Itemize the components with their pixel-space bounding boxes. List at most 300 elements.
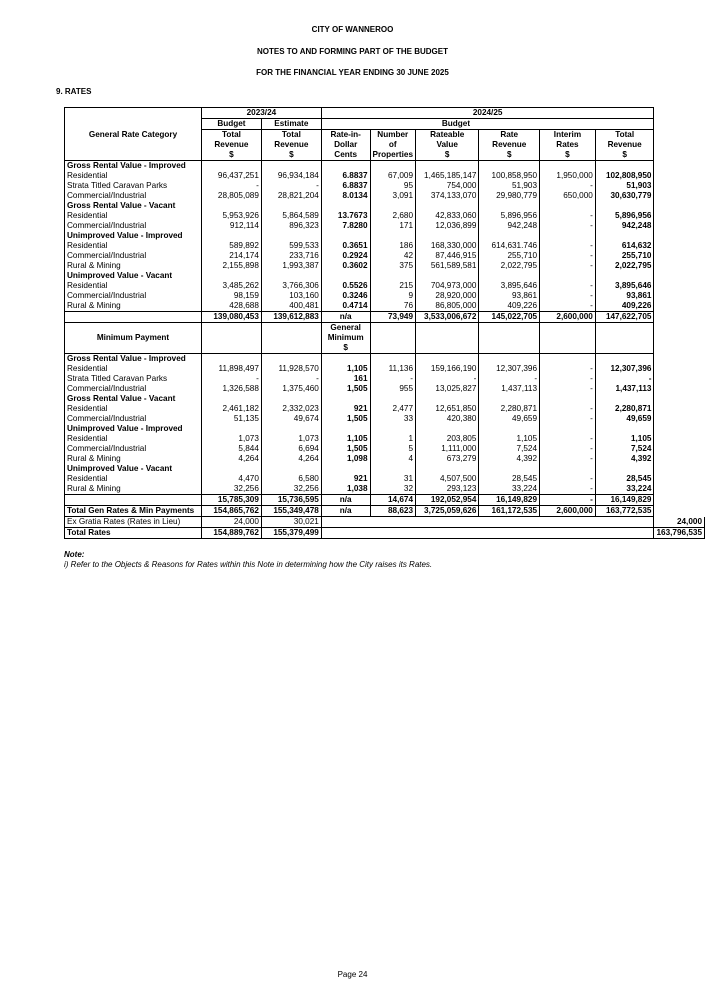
- table-row: [65, 221, 705, 231]
- category-label: Strata Titled Caravan Parks: [65, 181, 202, 191]
- value-cell: 13.7673: [321, 211, 370, 221]
- total-cell: 16,149,829: [479, 495, 540, 506]
- value-cell: 6,694: [261, 444, 321, 454]
- value-cell: 93,861: [595, 291, 654, 301]
- document-title: CITY OF WANNEROO: [311, 25, 394, 34]
- value-cell: 11,898,497: [201, 364, 261, 374]
- table-cell: [595, 394, 654, 404]
- value-cell: 9: [370, 291, 416, 301]
- value-cell: 233,716: [261, 251, 321, 261]
- table-cell: [540, 424, 596, 434]
- group-heading-row: [65, 464, 705, 474]
- value-cell: 12,651,850: [416, 404, 479, 414]
- table-cell: [595, 343, 654, 354]
- value-cell: 186: [370, 241, 416, 251]
- header-type-row: [65, 119, 705, 130]
- table-cell: [321, 424, 370, 434]
- total-cell: n/a: [321, 495, 370, 506]
- column-header: Rateable: [416, 130, 479, 141]
- value-cell: 7,524: [479, 444, 540, 454]
- group-heading-row: [65, 161, 705, 172]
- value-cell: 93,861: [479, 291, 540, 301]
- total-cell: 192,052,954: [416, 495, 479, 506]
- column-header: Revenue: [201, 140, 261, 150]
- value-cell: 49,674: [261, 414, 321, 424]
- category-group-heading: Unimproved Value - Vacant: [65, 464, 202, 474]
- value-cell: 896,323: [261, 221, 321, 231]
- table-cell: [321, 394, 370, 404]
- value-cell: 614,631.746: [479, 241, 540, 251]
- table-cell: [479, 464, 540, 474]
- value-cell: 8.0134: [321, 191, 370, 201]
- value-cell: 42: [370, 251, 416, 261]
- column-header: Dollar: [321, 140, 370, 150]
- value-cell: 5,864,589: [261, 211, 321, 221]
- column-header: of: [370, 140, 416, 150]
- category-label: Residential: [65, 281, 202, 291]
- total-cell: 16,149,829: [595, 495, 654, 506]
- value-cell: -: [540, 241, 596, 251]
- table-cell: [540, 394, 596, 404]
- value-cell: 49,659: [479, 414, 540, 424]
- value-cell: 33,224: [479, 484, 540, 495]
- header-cols-row: [65, 130, 705, 141]
- value-cell: -: [540, 211, 596, 221]
- table-cell: [540, 201, 596, 211]
- total-cell: 154,889,762: [201, 528, 261, 539]
- value-cell: 2,461,182: [201, 404, 261, 414]
- value-cell: 100,858,950: [479, 171, 540, 181]
- table-cell: [595, 424, 654, 434]
- section-heading: 9. RATES: [56, 87, 92, 96]
- general-rates-total-row: [65, 312, 705, 323]
- value-cell: 255,710: [479, 251, 540, 261]
- table-cell: [479, 271, 540, 281]
- value-cell: 12,036,899: [416, 221, 479, 231]
- rates-table-body: [65, 108, 705, 539]
- value-cell: -: [261, 374, 321, 384]
- category-group-heading: Unimproved Value - Improved: [65, 231, 202, 241]
- table-cell: [370, 231, 416, 241]
- value-cell: 5,844: [201, 444, 261, 454]
- general-minimum-header: General: [321, 323, 370, 334]
- note-text: i) Refer to the Objects & Reasons for Rates within this Note in determining how the City raises its Rates.: [64, 560, 433, 569]
- value-cell: -: [540, 454, 596, 464]
- value-cell: 650,000: [540, 191, 596, 201]
- table-cell: [321, 201, 370, 211]
- value-cell: -: [540, 181, 596, 191]
- value-cell: 1,038: [321, 484, 370, 495]
- value-cell: 103,160: [261, 291, 321, 301]
- value-cell: 3,895,646: [595, 281, 654, 291]
- value-cell: -: [201, 181, 261, 191]
- value-cell: 86,805,000: [416, 301, 479, 312]
- value-cell: 1,465,185,147: [416, 171, 479, 181]
- value-cell: 1,437,113: [479, 384, 540, 394]
- group-heading-row: [65, 424, 705, 434]
- table-row: [65, 281, 705, 291]
- table-row: [65, 414, 705, 424]
- table-cell: [370, 424, 416, 434]
- value-cell: 24,000: [201, 517, 261, 528]
- table-cell: [416, 354, 479, 365]
- value-cell: 76: [370, 301, 416, 312]
- table-cell: [201, 231, 261, 241]
- value-cell: 7.8280: [321, 221, 370, 231]
- total-cell: 15,785,309: [201, 495, 261, 506]
- column-header: Total: [261, 130, 321, 141]
- category-label: Commercial/Industrial: [65, 444, 202, 454]
- total-cell: 163,772,535: [595, 506, 654, 517]
- table-cell: [201, 354, 261, 365]
- total-cell: 163,796,535: [654, 528, 705, 539]
- table-row: [65, 251, 705, 261]
- header-blank: [65, 343, 202, 354]
- table-row: [65, 364, 705, 374]
- header-budget: Budget: [201, 119, 261, 130]
- value-cell: -: [540, 404, 596, 414]
- table-cell: [540, 271, 596, 281]
- total-cell: 161,172,535: [479, 506, 540, 517]
- value-cell: 0.4714: [321, 301, 370, 312]
- table-cell: [595, 464, 654, 474]
- table-cell: [201, 323, 261, 334]
- table-cell: [201, 201, 261, 211]
- table-cell: [201, 333, 261, 343]
- value-cell: 1,098: [321, 454, 370, 464]
- gen-min-total-row: [65, 506, 705, 517]
- table-row: [65, 384, 705, 394]
- table-cell: [201, 424, 261, 434]
- value-cell: 375: [370, 261, 416, 271]
- table-row: [65, 444, 705, 454]
- value-cell: 30,630,779: [595, 191, 654, 201]
- value-cell: 168,330,000: [416, 241, 479, 251]
- value-cell: -: [540, 281, 596, 291]
- total-cell: n/a: [321, 506, 370, 517]
- table-cell: [261, 231, 321, 241]
- column-header: $: [416, 150, 479, 161]
- value-cell: 1: [370, 434, 416, 444]
- total-cell: 2,600,000: [540, 312, 596, 323]
- value-cell: 1,073: [201, 434, 261, 444]
- value-cell: 32,256: [201, 484, 261, 495]
- value-cell: 2,155,898: [201, 261, 261, 271]
- table-cell: [479, 323, 540, 334]
- header-year-2324: 2023/24: [201, 108, 321, 119]
- table-cell: [261, 201, 321, 211]
- value-cell: 96,437,251: [201, 171, 261, 181]
- value-cell: -: [540, 434, 596, 444]
- category-label: Commercial/Industrial: [65, 221, 202, 231]
- total-cell: 155,349,478: [261, 506, 321, 517]
- column-header: Rate-in-: [321, 130, 370, 141]
- value-cell: -: [540, 301, 596, 312]
- table-cell: [479, 333, 540, 343]
- category-label: Residential: [65, 211, 202, 221]
- total-cell: 73,949: [370, 312, 416, 323]
- general-minimum-header: Minimum: [321, 333, 370, 343]
- value-cell: 28,821,204: [261, 191, 321, 201]
- value-cell: -: [540, 261, 596, 271]
- value-cell: 98,159: [201, 291, 261, 301]
- table-cell: [595, 517, 654, 528]
- value-cell: 3,485,262: [201, 281, 261, 291]
- table-cell: [540, 464, 596, 474]
- table-cell: [479, 354, 540, 365]
- value-cell: 4,264: [201, 454, 261, 464]
- value-cell: 5,953,926: [201, 211, 261, 221]
- table-cell: [416, 343, 479, 354]
- table-cell: [595, 201, 654, 211]
- value-cell: 4,392: [479, 454, 540, 464]
- table-row: [65, 241, 705, 251]
- value-cell: -: [540, 291, 596, 301]
- table-row: [65, 181, 705, 191]
- value-cell: 67,009: [370, 171, 416, 181]
- value-cell: 1,111,000: [416, 444, 479, 454]
- table-cell: [321, 161, 370, 172]
- table-cell: [416, 424, 479, 434]
- value-cell: 42,833,060: [416, 211, 479, 221]
- value-cell: 171: [370, 221, 416, 231]
- table-cell: [201, 464, 261, 474]
- table-cell: [479, 343, 540, 354]
- category-label: Commercial/Industrial: [65, 251, 202, 261]
- table-cell: [261, 343, 321, 354]
- value-cell: 589,892: [201, 241, 261, 251]
- group-heading-row: [65, 231, 705, 241]
- value-cell: 161: [321, 374, 370, 384]
- table-row: [65, 484, 705, 495]
- value-cell: 5,896,956: [479, 211, 540, 221]
- group-heading-row: [65, 201, 705, 211]
- table-row: [65, 211, 705, 221]
- table-cell: [261, 424, 321, 434]
- value-cell: 203,805: [416, 434, 479, 444]
- value-cell: 4,392: [595, 454, 654, 464]
- value-cell: 95: [370, 181, 416, 191]
- value-cell: 1,505: [321, 384, 370, 394]
- value-cell: 6.8837: [321, 171, 370, 181]
- value-cell: 942,248: [479, 221, 540, 231]
- table-cell: [261, 271, 321, 281]
- column-header: Revenue: [479, 140, 540, 150]
- total-cell: 145,022,705: [479, 312, 540, 323]
- header-blank: [65, 150, 202, 161]
- value-cell: 3,895,646: [479, 281, 540, 291]
- value-cell: 1,105: [479, 434, 540, 444]
- table-cell: [201, 343, 261, 354]
- value-cell: -: [201, 374, 261, 384]
- value-cell: 942,248: [595, 221, 654, 231]
- value-cell: 29,980,779: [479, 191, 540, 201]
- value-cell: 0.2924: [321, 251, 370, 261]
- minimum-payments-total-row: [65, 495, 705, 506]
- header-blank: [65, 323, 202, 334]
- total-cell: 14,674: [370, 495, 416, 506]
- value-cell: 33,224: [595, 484, 654, 495]
- column-header: Rates: [540, 140, 596, 150]
- table-cell: [370, 271, 416, 281]
- table-cell: [321, 231, 370, 241]
- value-cell: 12,307,396: [595, 364, 654, 374]
- category-label: Ex Gratia Rates (Rates in Lieu): [65, 517, 202, 528]
- table-row: [65, 171, 705, 181]
- note: [64, 550, 432, 570]
- header-category: General Rate Category: [65, 130, 202, 141]
- value-cell: -: [540, 221, 596, 231]
- value-cell: 2,022,795: [479, 261, 540, 271]
- table-cell: [479, 161, 540, 172]
- value-cell: 1,375,460: [261, 384, 321, 394]
- value-cell: -: [540, 384, 596, 394]
- category-group-heading: Unimproved Value - Improved: [65, 424, 202, 434]
- column-header: $: [479, 150, 540, 161]
- value-cell: 599,533: [261, 241, 321, 251]
- table-cell: [321, 528, 595, 539]
- column-header: Value: [416, 140, 479, 150]
- value-cell: 428,688: [201, 301, 261, 312]
- total-cell: 88,623: [370, 506, 416, 517]
- value-cell: 673,279: [416, 454, 479, 464]
- value-cell: 28,545: [595, 474, 654, 484]
- category-label: Residential: [65, 404, 202, 414]
- value-cell: 5: [370, 444, 416, 454]
- table-cell: [416, 394, 479, 404]
- value-cell: 13,025,827: [416, 384, 479, 394]
- table-cell: [479, 394, 540, 404]
- table-cell: [540, 333, 596, 343]
- table-cell: [321, 464, 370, 474]
- value-cell: -: [261, 181, 321, 191]
- category-label: Commercial/Industrial: [65, 191, 202, 201]
- value-cell: 6,580: [261, 474, 321, 484]
- group-heading-row: [65, 394, 705, 404]
- table-cell: [321, 517, 595, 528]
- table-row: [65, 404, 705, 414]
- value-cell: 49,659: [595, 414, 654, 424]
- column-header: Interim: [540, 130, 596, 141]
- value-cell: 0.3651: [321, 241, 370, 251]
- table-cell: [370, 161, 416, 172]
- table-row: [65, 301, 705, 312]
- value-cell: 2,332,023: [261, 404, 321, 414]
- table-row: [65, 374, 705, 384]
- value-cell: 4,507,500: [416, 474, 479, 484]
- table-cell: [540, 354, 596, 365]
- min-header-row: [65, 333, 705, 343]
- table-row: [65, 261, 705, 271]
- value-cell: 159,166,190: [416, 364, 479, 374]
- value-cell: 2,022,795: [595, 261, 654, 271]
- total-label: [65, 312, 202, 323]
- minimum-payment-heading: Minimum Payment: [65, 333, 202, 343]
- value-cell: 614,632: [595, 241, 654, 251]
- value-cell: -: [595, 374, 654, 384]
- value-cell: 87,446,915: [416, 251, 479, 261]
- table-row: [65, 434, 705, 444]
- value-cell: 561,589,581: [416, 261, 479, 271]
- table-cell: [261, 323, 321, 334]
- group-heading-row: [65, 354, 705, 365]
- value-cell: 102,808,950: [595, 171, 654, 181]
- value-cell: 4,470: [201, 474, 261, 484]
- total-cell: 15,736,595: [261, 495, 321, 506]
- total-cell: 147,622,705: [595, 312, 654, 323]
- value-cell: 921: [321, 404, 370, 414]
- table-cell: [370, 354, 416, 365]
- value-cell: 293,123: [416, 484, 479, 495]
- value-cell: 24,000: [654, 517, 705, 528]
- column-header: Number: [370, 130, 416, 141]
- table-cell: [201, 394, 261, 404]
- value-cell: 7,524: [595, 444, 654, 454]
- category-label: Residential: [65, 364, 202, 374]
- table-cell: [416, 333, 479, 343]
- general-minimum-header: $: [321, 343, 370, 354]
- value-cell: 11,136: [370, 364, 416, 374]
- min-header-row: [65, 343, 705, 354]
- category-label: Commercial/Industrial: [65, 291, 202, 301]
- table-cell: [479, 201, 540, 211]
- value-cell: 32: [370, 484, 416, 495]
- category-group-heading: Unimproved Value - Vacant: [65, 271, 202, 281]
- header-blank: [65, 108, 202, 119]
- column-header: $: [201, 150, 261, 161]
- value-cell: -: [540, 414, 596, 424]
- table-cell: [261, 161, 321, 172]
- document-period: FOR THE FINANCIAL YEAR ENDING 30 JUNE 2025: [256, 68, 449, 77]
- column-header: $: [261, 150, 321, 161]
- value-cell: 28,805,089: [201, 191, 261, 201]
- min-header-row: [65, 323, 705, 334]
- total-cell: 139,612,883: [261, 312, 321, 323]
- table-cell: [201, 271, 261, 281]
- category-label: Rural & Mining: [65, 301, 202, 312]
- table-cell: [370, 343, 416, 354]
- table-cell: [261, 464, 321, 474]
- table-cell: [321, 354, 370, 365]
- header-year-2425: 2024/25: [321, 108, 654, 119]
- page-number: Page 24: [337, 970, 368, 979]
- value-cell: 400,481: [261, 301, 321, 312]
- value-cell: 0.3602: [321, 261, 370, 271]
- value-cell: 2,680: [370, 211, 416, 221]
- table-row: [65, 454, 705, 464]
- value-cell: -: [540, 444, 596, 454]
- table-cell: [595, 354, 654, 365]
- value-cell: 28,545: [479, 474, 540, 484]
- column-header: Total: [595, 130, 654, 141]
- total-cell: 139,080,453: [201, 312, 261, 323]
- category-label: Residential: [65, 241, 202, 251]
- category-label: Residential: [65, 474, 202, 484]
- column-header: Revenue: [261, 140, 321, 150]
- total-label: Total Rates: [65, 528, 202, 539]
- table-cell: [370, 333, 416, 343]
- value-cell: 6.8837: [321, 181, 370, 191]
- value-cell: 409,226: [595, 301, 654, 312]
- column-header: $: [540, 150, 596, 161]
- value-cell: 420,380: [416, 414, 479, 424]
- value-cell: 1,105: [321, 434, 370, 444]
- value-cell: -: [370, 374, 416, 384]
- table-cell: [479, 424, 540, 434]
- value-cell: 0.3246: [321, 291, 370, 301]
- table-cell: [416, 271, 479, 281]
- value-cell: 4,264: [261, 454, 321, 464]
